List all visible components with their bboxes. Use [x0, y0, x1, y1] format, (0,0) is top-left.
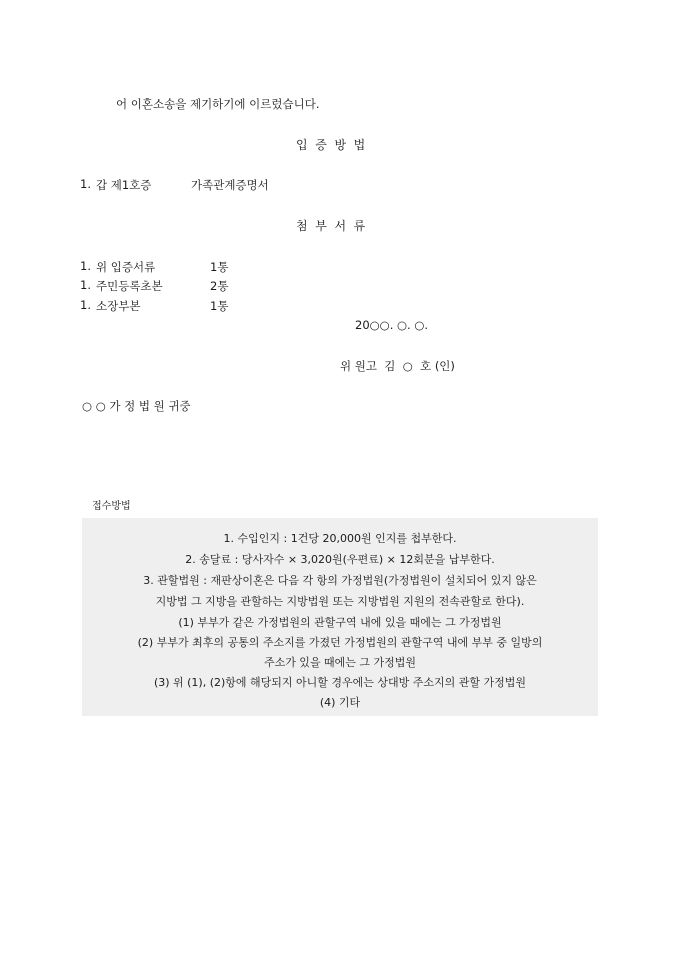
notice-line: 3. 관할법원 : 재판상이혼은 다음 각 항의 가정법원(가정법원이 설치되어 있지 않은 — [143, 574, 537, 587]
evidence-item-label: 갑 제1호증 — [96, 178, 152, 192]
filing-notice-box — [82, 518, 598, 716]
attachment-item-no: 1. — [80, 298, 91, 312]
attachment-item-count: 1통 — [210, 299, 229, 313]
attachment-item-no: 1. — [80, 259, 91, 273]
notice-line: 주소가 있을 때에는 그 가정법원 — [263, 656, 417, 669]
attachment-item-label: 주민등록초본 — [96, 279, 163, 293]
notice-line: (2) 부부가 최후의 공통의 주소지를 가졌던 가정법원의 관할구역 내에 부부 중 일방의 — [137, 636, 543, 649]
body-text: 어 이혼소송을 제기하기에 이르렀습니다. — [116, 97, 320, 111]
attachment-item-count: 2통 — [210, 279, 229, 293]
notice-line: (4) 기타 — [319, 696, 361, 709]
notice-line: 1. 수입인지 : 1건당 20,000원 인지를 첩부한다. — [223, 532, 457, 545]
court-addressee: ○ ○ 가 정 법 원 귀중 — [82, 399, 191, 413]
document-date: 20○○. ○. ○. — [355, 318, 429, 332]
plaintiff-signature: 위 원고 김 ○ 호 (인) — [340, 359, 455, 373]
attachments-heading: 첨 부 서 류 — [296, 219, 366, 233]
notice-line: (3) 위 (1), (2)항에 해당되지 아니할 경우에는 상대방 주소지의 관할 가정법원 — [153, 676, 527, 689]
attachment-item-label: 소장부본 — [96, 299, 141, 313]
notice-line: (1) 부부가 같은 가정법원의 관할구역 내에 있을 때에는 그 가정법원 — [178, 616, 502, 629]
notice-line: 2. 송달료 : 당사자수 × 3,020원(우편료) × 12회분을 납부한다. — [185, 553, 495, 566]
evidence-heading: 입 증 방 법 — [296, 138, 366, 152]
attachment-item-label: 위 입증서류 — [96, 260, 156, 274]
attachment-item-no: 1. — [80, 278, 91, 292]
evidence-item-value: 가족관계증명서 — [191, 178, 269, 192]
notice-title: 접수방법 — [92, 501, 131, 512]
evidence-item-no: 1. — [80, 177, 91, 191]
attachment-item-count: 1통 — [210, 260, 229, 274]
notice-line: 지방법 그 지방을 관할하는 지방법원 또는 지방법원 지원의 전속관할로 한다). — [155, 595, 525, 608]
